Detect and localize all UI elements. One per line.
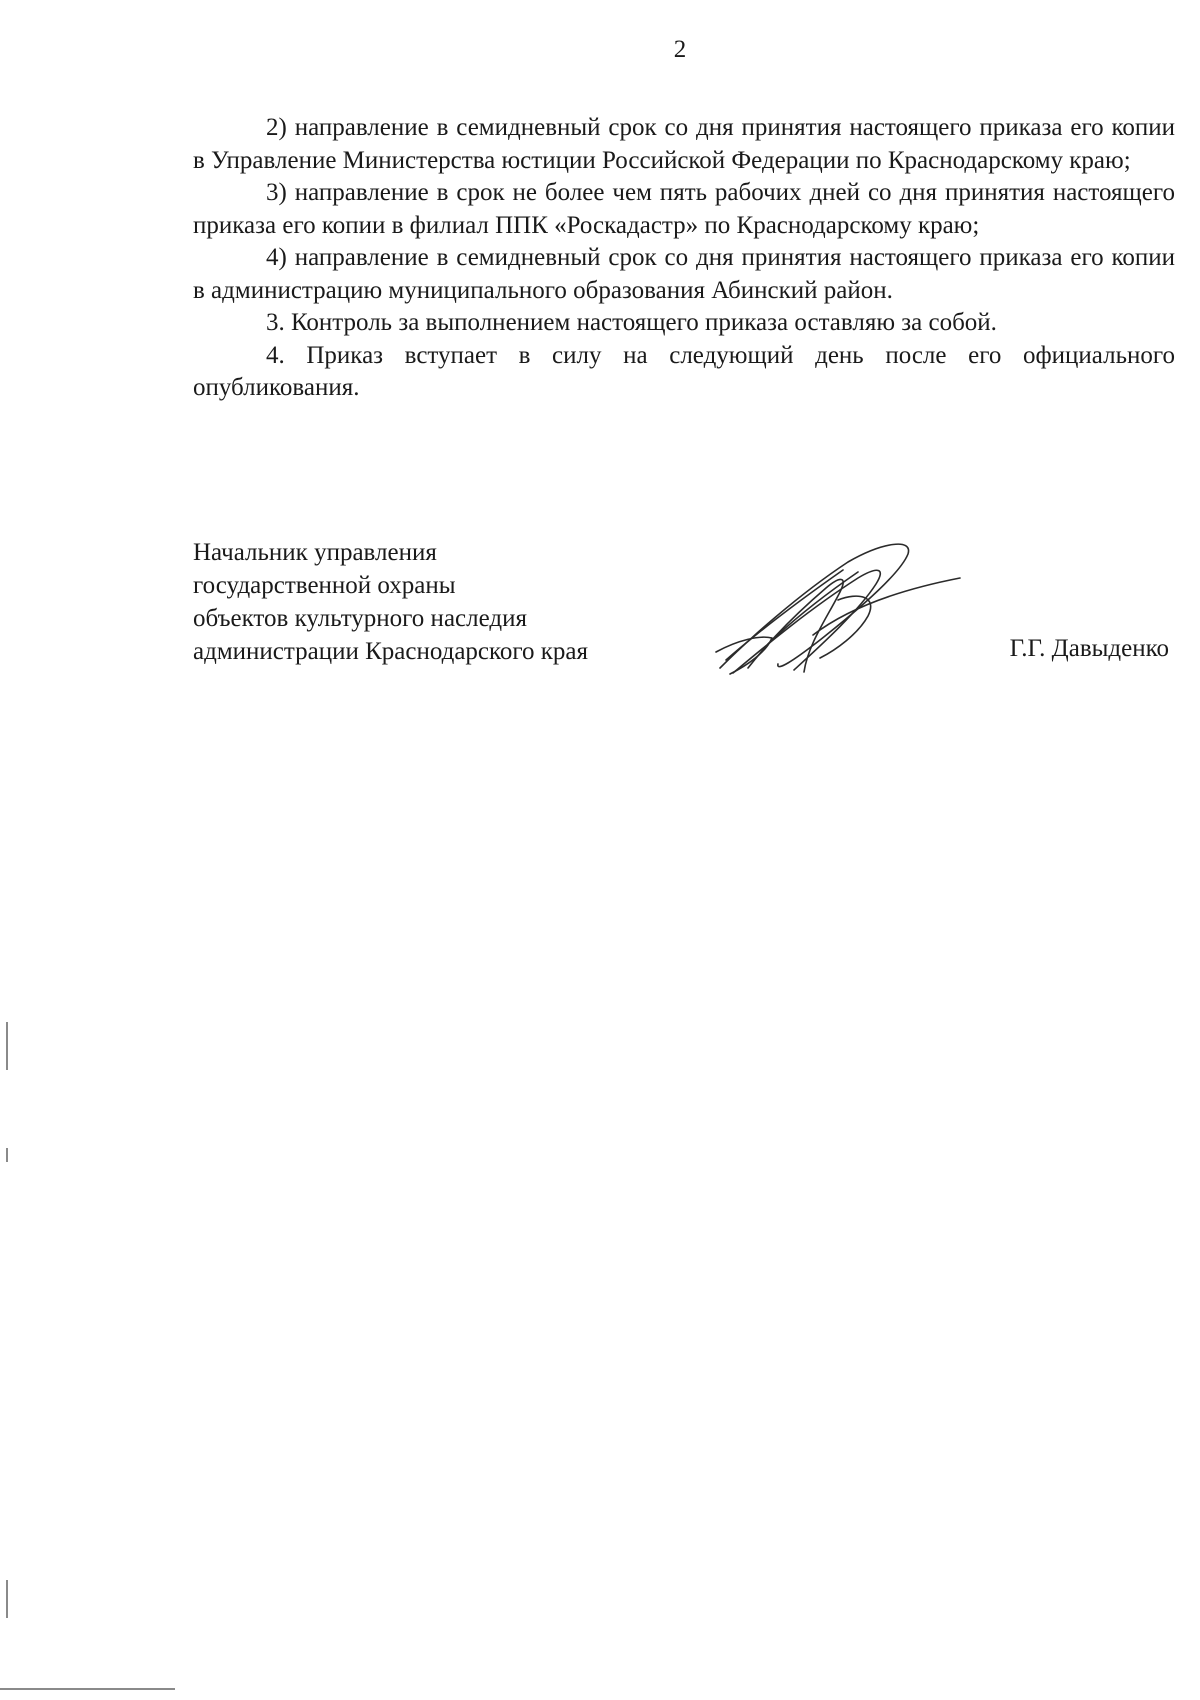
signer-position-line: Начальник управления bbox=[193, 539, 437, 566]
signer-position-line: администрации Краснодарского края bbox=[193, 638, 589, 665]
scan-edge-mark bbox=[6, 1580, 8, 1618]
paragraph-clause-4: 4. Приказ вступает в силу на следующий день после его официального опубликования. bbox=[193, 341, 1175, 401]
paragraph-item-2: 2) направление в семидневный срок со дня принятия настоящего приказа его копии в Управление Министерства юстиции Российской Федерации по Краснодарскому краю; bbox=[193, 114, 1175, 174]
page-number: 2 bbox=[673, 36, 687, 63]
signer-position-line: государственной охраны bbox=[193, 572, 456, 599]
signature-block bbox=[193, 536, 1175, 696]
signer-name: Г.Г. Давыденко bbox=[1009, 635, 1169, 662]
paragraph-item-3: 3) направление в срок не более чем пять рабочих дней со дня принятия настоящего приказа его копии в филиал ППК «Роскадастр» по Краснодарскому краю; bbox=[193, 179, 1175, 239]
signer-position-line: объектов культурного наследия bbox=[193, 605, 527, 632]
scan-edge-mark bbox=[6, 1148, 8, 1162]
paragraph-clause-3: 3. Контроль за выполнением настоящего приказа оставляю за собой. bbox=[266, 309, 997, 336]
scan-edge-mark bbox=[6, 1022, 8, 1070]
document-body bbox=[193, 112, 1175, 405]
signer-position bbox=[193, 536, 588, 668]
scan-edge-line bbox=[0, 1688, 175, 1690]
handwritten-signature bbox=[708, 540, 963, 680]
paragraph-item-4: 4) направление в семидневный срок со дня принятия настоящего приказа его копии в администрацию муниципального образования Абинский район. bbox=[193, 244, 1175, 304]
